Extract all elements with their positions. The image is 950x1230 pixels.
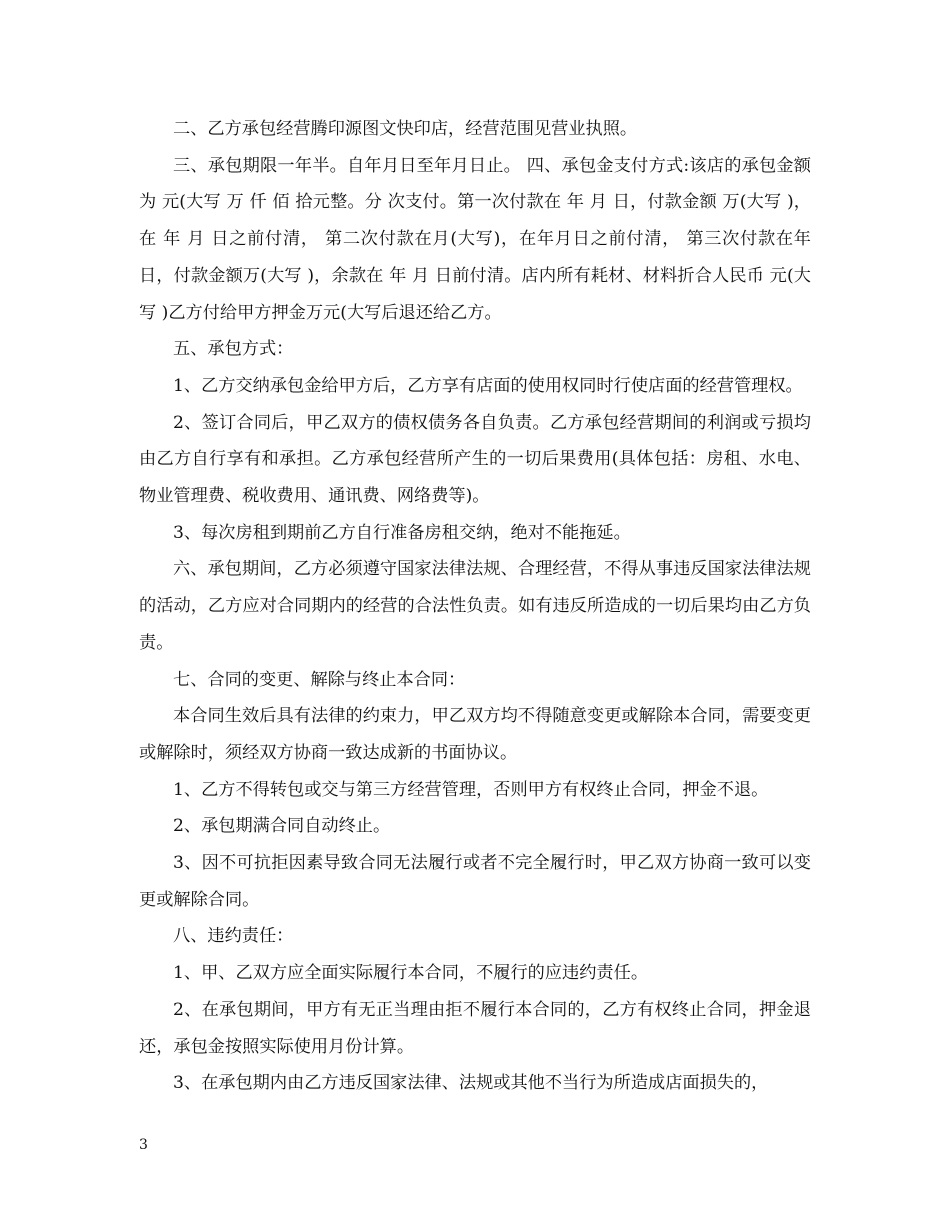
- paragraph-9: 本合同生效后具有法律的约束力，甲乙双方均不得随意变更或解除本合同，需要变更或解除时，须经双方协商一致达成新的书面协议。: [139, 706, 811, 763]
- paragraph-12: 3、因不可抗拒因素导致合同无法履行或者不完全履行时，甲乙双方协商一致可以变更或解除合同。: [139, 853, 811, 910]
- paragraph-1: 二、乙方承包经营腾印源图文快印店，经营范围见营业执照。: [173, 119, 638, 139]
- paragraph-6: 3、每次房租到期前乙方自行准备房租交纳，绝对不能拖延。: [173, 522, 631, 543]
- paragraph-3: 五、承包方式：: [173, 339, 294, 360]
- paragraph-5: 2、签订合同后，甲乙双方的债权债务各自负责。乙方承包经营期间的利润或亏损均由乙方自行享有和承担。乙方承包经营所产生的一切后果费用(具体包括：房租、水电、物业管理费、税收费用、通讯费、网络费等)。: [139, 412, 811, 507]
- page-number: 3: [139, 1137, 148, 1153]
- paragraph-10: 1、乙方不得转包或交与第三方经营管理，否则甲方有权终止合同，押金不退。: [173, 779, 769, 800]
- document-body: [139, 111, 811, 1102]
- paragraph-16: 3、在承包期内由乙方违反国家法律、法规或其他不当行为所造成店面损失的，: [173, 1073, 769, 1094]
- paragraph-14: 1、甲、乙双方应全面实际履行本合同，不履行的应违约责任。: [173, 963, 649, 984]
- paragraph-8: 七、合同的变更、解除与终止本合同：: [173, 669, 466, 690]
- paragraph-15: 2、在承包期间，甲方有无正当理由拒不履行本合同的，乙方有权终止合同，押金退还，承包金按照实际使用月份计算。: [139, 999, 811, 1057]
- paragraph-11: 2、承包期满合同自动终止。: [173, 816, 391, 837]
- paragraph-4: 1、乙方交纳承包金给甲方后，乙方享有店面的使用权同时行使店面的经营管理权。: [173, 375, 803, 396]
- paragraph-2: 三、承包期限一年半。自年月日至年月日止。 四、承包金支付方式:该店的承包金额为 元(大写 万 仟 佰 拾元整。分 次支付。第一次付款在 年 月 日，付款金额 万(大写 )，在 年 月 日之前付清， 第二次付款在月(大写)，在年月日之前付清， 第三次付款在年日，付款金额万(大写 )，余款在 年 月 日前付清。店内所有耗材、材料折合人民币 元(大写 )乙方付给甲方押金万元(大写后退还给乙方。: [139, 155, 811, 323]
- paragraph-13: 八、违约责任：: [173, 926, 294, 947]
- paragraph-7: 六、承包期间，乙方必须遵守国家法律法规、合理经营，不得从事违反国家法律法规的活动，乙方应对合同期内的经营的合法性负责。如有违反所造成的一切后果均由乙方负责。: [139, 559, 811, 653]
